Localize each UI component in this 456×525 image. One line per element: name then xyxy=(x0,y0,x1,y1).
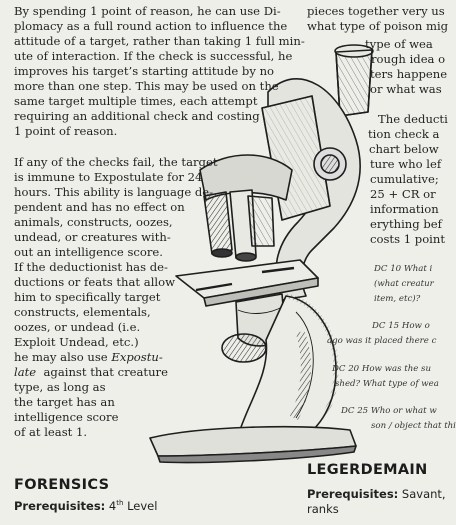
text-line: pieces together very us xyxy=(307,4,445,18)
text-line: undead, or creatures with- xyxy=(14,230,171,244)
text-fragment: he may also use xyxy=(14,350,112,364)
text-line: constructs, elementals, xyxy=(14,305,151,319)
text-line: or what was xyxy=(370,82,442,96)
dc-line: DC 20 How was the su xyxy=(332,364,431,374)
text-line: him to specifically target xyxy=(14,290,161,304)
text-line: ute of interaction. If the check is successful, he xyxy=(14,49,293,63)
text-line: If the deductionist has de- xyxy=(14,260,168,274)
legerdemain-prerequisites xyxy=(307,487,446,501)
section-heading-forensics: FORENSICS xyxy=(14,477,110,493)
text-line: 1 point of reason. xyxy=(14,124,118,138)
text-fragment: against that creature xyxy=(36,365,168,379)
text-line: more than one step. This may be used on the xyxy=(14,79,279,93)
text-line: 25 + CR or xyxy=(370,187,436,201)
text-line: cumulative; xyxy=(370,172,439,186)
text-line: animals, constructs, oozes, xyxy=(14,215,173,229)
text-line: oozes, or undead (i.e. xyxy=(14,320,141,334)
text-line: erything bef xyxy=(370,217,442,231)
text-line: rough idea o xyxy=(371,52,446,66)
text-line: information xyxy=(370,202,439,216)
text-line: is immune to Expostulate for 24 xyxy=(14,170,203,184)
dc-line: DC 15 How o xyxy=(372,321,430,331)
text-line: ture who lef xyxy=(370,157,442,171)
text-line: plomacy as a full round action to influence the xyxy=(14,19,288,33)
text-line: the target has an xyxy=(14,395,115,409)
dc-line: son / object that thi xyxy=(371,421,456,431)
text-line: chart below xyxy=(369,142,439,156)
text-line: costs 1 point xyxy=(370,232,446,246)
text-line: If any of the checks fail, the target xyxy=(14,155,218,169)
text-line: pendent and has no effect on xyxy=(14,200,185,214)
dc-line: (what creatur xyxy=(374,279,434,289)
text-line: attitude of a target, rather than taking 1 full min- xyxy=(14,34,305,48)
dc-line: item, etc)? xyxy=(374,294,421,304)
prereq-superscript: th xyxy=(116,499,124,508)
text-line: tion check a xyxy=(368,127,440,141)
prereq-value: 4 xyxy=(108,499,117,513)
text-line: same target multiple times, each attempt xyxy=(14,94,258,108)
legerdemain-prereq-line2: ranks xyxy=(307,502,339,516)
dc-line: ago was it placed there c xyxy=(327,336,437,346)
dc-line: DC 25 Who or what w xyxy=(341,406,437,416)
text-line: improves his target’s starting attitude by no xyxy=(14,64,275,78)
text-line: out an intelligence score. xyxy=(14,245,163,259)
text-line: requiring an additional check and costing xyxy=(14,109,260,123)
text-line: what type of poison mig xyxy=(307,19,449,33)
text-line: type of wea xyxy=(365,37,433,51)
italic-term: Expostu- xyxy=(111,350,163,364)
dc-line: shed? What type of wea xyxy=(335,379,439,389)
italic-term: late xyxy=(14,365,37,379)
text-line: type, as long as xyxy=(14,380,106,394)
prereq-label: Prerequisites: xyxy=(307,487,399,501)
text-line: Exploit Undead, etc.) xyxy=(14,335,139,349)
text-line: ters happene xyxy=(370,67,448,81)
section-heading-legerdemain: LEGERDEMAIN xyxy=(307,462,428,478)
text-line: intelligence score xyxy=(14,410,119,424)
text-line: ductions or feats that allow xyxy=(14,275,176,289)
text-line: By spending 1 point of reason, he can use Di- xyxy=(14,4,281,18)
text-line: The deducti xyxy=(378,112,448,126)
text-line: hours. This ability is language de- xyxy=(14,185,214,199)
prereq-label: Prerequisites: xyxy=(14,499,106,513)
prereq-value: Savant, xyxy=(398,487,446,501)
prereq-rest: Level xyxy=(123,499,158,513)
dc-line: DC 10 What i xyxy=(374,264,433,274)
text-line: of at least 1. xyxy=(14,425,88,439)
